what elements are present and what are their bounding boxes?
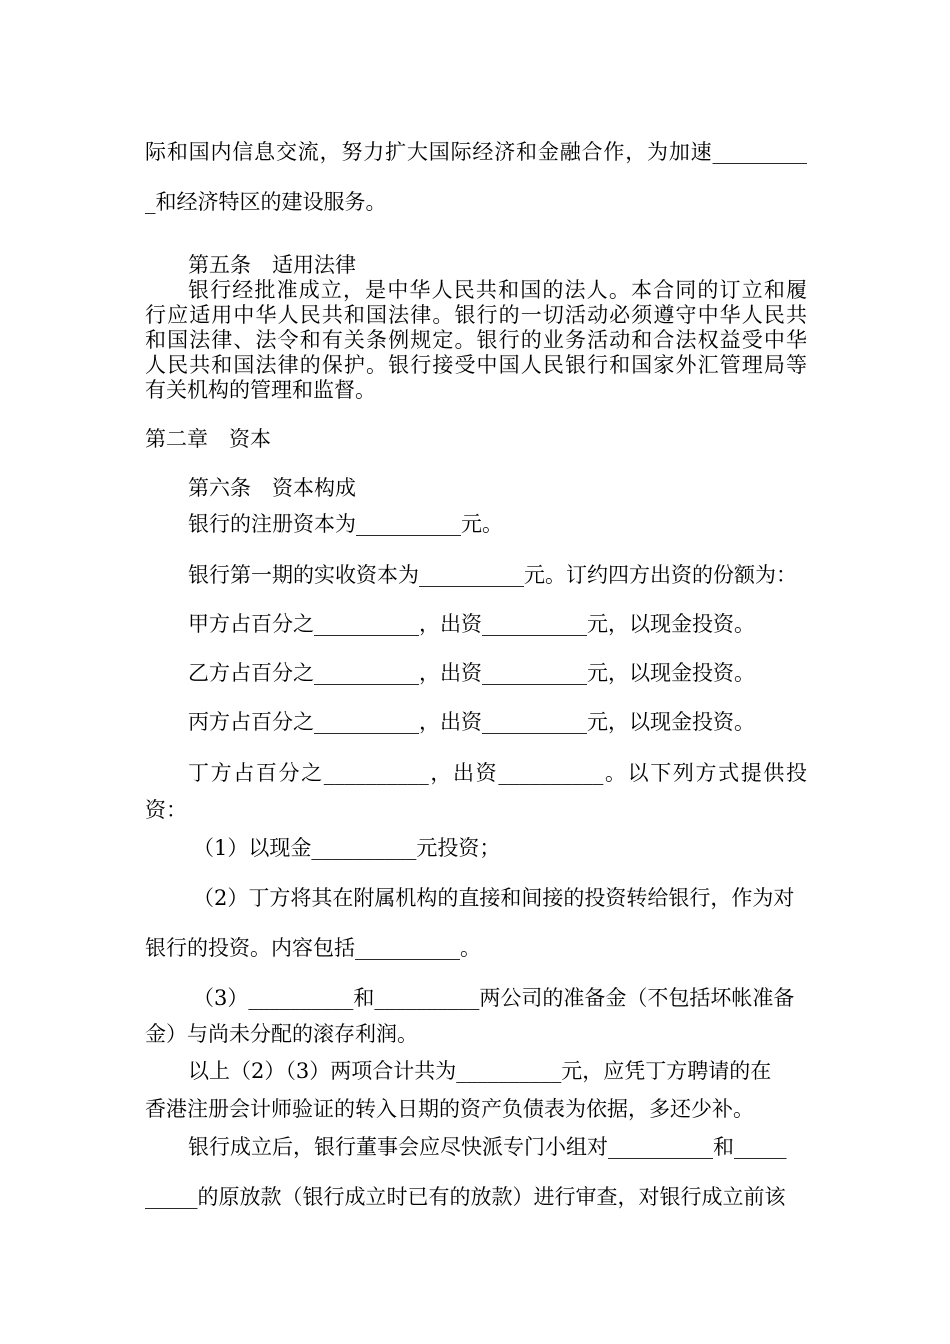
paragraph-line: 银行的注册资本为__________元。 [188, 512, 503, 536]
paragraph-line: 银行经批准成立，是中华人民共和国的法人。本合同的订立和履 [188, 278, 807, 302]
chapter-heading: 第二章 资本 [145, 427, 271, 451]
paragraph-line: 金）与尚未分配的滚存利润。 [145, 1022, 418, 1046]
paragraph-line: 和国法律、法令和有关条例规定。银行的业务活动和合法权益受中华 [145, 328, 807, 352]
paragraph-line: _____的原放款（银行成立时已有的放款）进行审查，对银行成立前该 [145, 1185, 786, 1209]
paragraph-line: 丁方占百分之__________，出资__________。以下列方式提供投 [188, 761, 807, 785]
paragraph-line: 银行的投资。内容包括__________。 [145, 936, 481, 960]
list-item: （2）丁方将其在附属机构的直接和间接的投资转给银行，作为对 [193, 886, 795, 910]
article-heading: 第六条 资本构成 [188, 476, 356, 500]
paragraph-line: 乙方占百分之__________，出资__________元，以现金投资。 [188, 661, 755, 685]
paragraph-line: 人民共和国法律的保护。银行接受中国人民银行和国家外汇管理局等 [145, 353, 807, 377]
article-heading: 第五条 适用法律 [188, 253, 356, 277]
list-item: （1）以现金__________元投资； [193, 836, 501, 860]
paragraph-line: 香港注册会计师验证的转入日期的资产负债表为依据，多还少补。 [145, 1097, 754, 1121]
paragraph-line: _和经济特区的建设服务。 [145, 190, 387, 214]
paragraph-line: 行应适用中华人民共和国法律。银行的一切活动必须遵守中华人民共 [145, 303, 807, 327]
list-item: （3）__________和__________两公司的准备金（不包括坏帐准备 [193, 986, 795, 1010]
paragraph-line: 际和国内信息交流，努力扩大国际经济和金融合作，为加速_________ [145, 140, 807, 164]
paragraph-line: 银行成立后，银行董事会应尽快派专门小组对__________和_____ [188, 1135, 787, 1159]
paragraph-line: 甲方占百分之__________，出资__________元，以现金投资。 [188, 612, 755, 636]
paragraph-line: 丙方占百分之__________，出资__________元，以现金投资。 [188, 710, 755, 734]
paragraph-line: 银行第一期的实收资本为__________元。订约四方出资的份额为： [188, 563, 797, 587]
paragraph-line: 有关机构的管理和监督。 [145, 378, 376, 402]
paragraph-line: 资： [145, 798, 187, 822]
paragraph-line: 以上（2）（3）两项合计共为__________元，应凭丁方聘请的在 [188, 1059, 772, 1083]
